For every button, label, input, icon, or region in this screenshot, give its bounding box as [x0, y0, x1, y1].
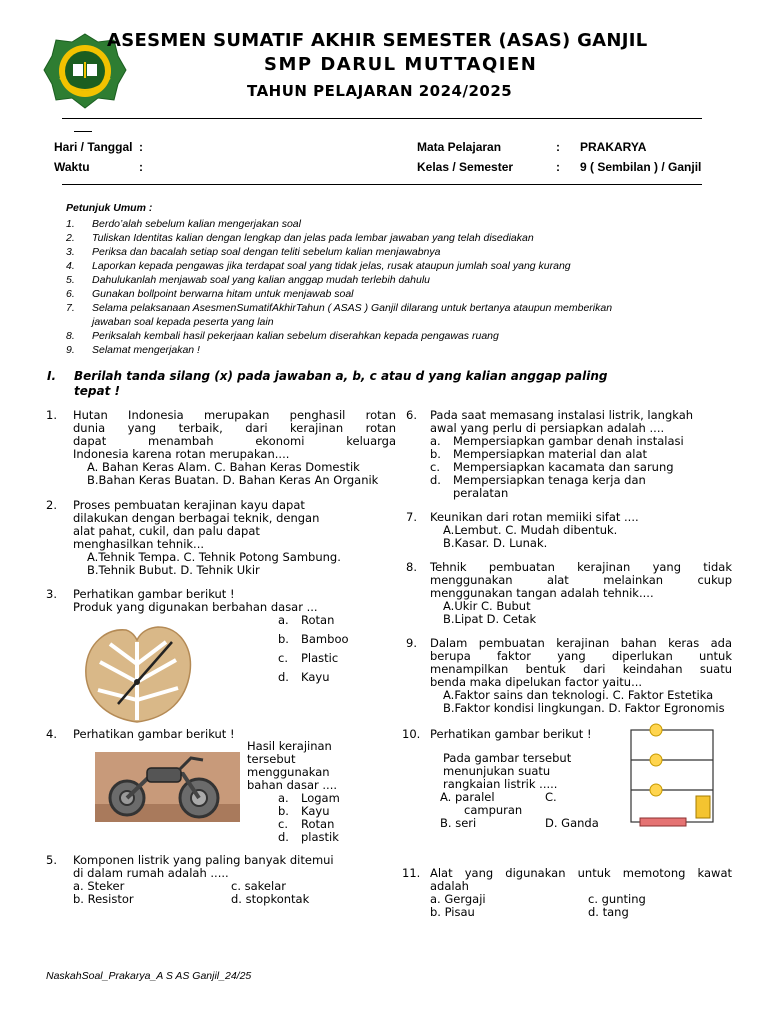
question-5	[46, 854, 398, 909]
petunjuk-num: 8.	[66, 330, 75, 342]
petunjuk-text: Selamat mengerjakan !	[92, 344, 200, 356]
question-num: 3.	[46, 587, 57, 601]
question-text: Perhatikan gambar berikut !	[430, 727, 592, 741]
question-text: Komponen listrik yang paling banyak ditemui	[73, 853, 334, 867]
school-year: TAHUN PELAJARAN 2024/2025	[247, 82, 513, 100]
petunjuk-num: 2.	[66, 232, 75, 244]
question-10	[402, 728, 624, 838]
question-text: rangkaian listrik .....	[443, 777, 558, 791]
header-title: ASESMEN SUMATIF AKHIR SEMESTER (ASAS) GANJIL	[107, 30, 648, 51]
option-key: a.	[430, 434, 441, 448]
mapel-colon: :	[556, 140, 560, 154]
petunjuk-text: Laporkan kepada pengawas jika terdapat soal yang tidak jelas, rusak ataupun jumlah soal yang kurang	[92, 260, 571, 272]
option-row[interactable]: A.Lembut. C. Mudah dibentuk.	[443, 523, 618, 537]
footer-text: NaskahSoal_Prakarya_A S AS Ganjil_24/25	[46, 970, 252, 982]
hari-colon: :	[139, 140, 143, 154]
question-num: 6.	[406, 408, 417, 422]
option-key: c.	[430, 460, 440, 474]
option-c-cont: campuran	[464, 803, 523, 817]
question-text: Proses pembuatan kerajinan kayu dapat	[73, 498, 305, 512]
petunjuk-num: 4.	[66, 260, 75, 272]
question-text: Alat yang digunakan untuk memotong kawat	[430, 866, 732, 880]
petunjuk-num: 6.	[66, 288, 75, 300]
option-row[interactable]: B.Kasar. D. Lunak.	[443, 536, 548, 550]
option-value[interactable]: Mempersiapkan gambar denah instalasi	[453, 434, 684, 448]
section-line-2: tepat !	[74, 384, 120, 398]
question-text: dunia yang terbaik, dari kerajinan rotan	[73, 421, 396, 435]
motorbike-icon	[95, 752, 240, 822]
petunjuk-num: 9.	[66, 344, 75, 356]
question-text: dapat menambah ekonomi keluarga	[73, 434, 396, 448]
option-key: b.	[278, 804, 289, 818]
question-text: Indonesia karena rotan merupakan....	[73, 447, 290, 461]
question-text: Keunikan dari rotan memiiki sifat ....	[430, 510, 639, 524]
question-text: dilakukan dengan berbagai teknik, dengan	[73, 511, 320, 525]
option-row[interactable]: B.Lipat D. Cetak	[443, 612, 537, 626]
option-d[interactable]: D. Ganda	[545, 816, 599, 830]
question-6	[406, 409, 768, 499]
petunjuk-text: Selama pelaksanaan AsesmenSumatifAkhirTahun ( ASAS ) Ganjil dilarang untuk bertanya ataupun memberikan	[92, 302, 613, 314]
option-key: d.	[278, 670, 289, 684]
petunjuk-text: Berdo’alah sebelum kalian mengerjakan soal	[92, 218, 301, 230]
question-1	[46, 409, 398, 489]
option-key: b.	[278, 632, 289, 646]
metal-motorbike-image	[95, 752, 240, 822]
petunjuk-text: Tuliskan Identitas kalian dengan lengkap dan jelas pada lembar jawaban yang telah disediakan	[92, 232, 534, 244]
option-b[interactable]: b. Pisau	[430, 905, 475, 919]
option-value[interactable]: Rotan	[301, 613, 335, 627]
option-row[interactable]: A.Tehnik Tempa. C. Tehnik Potong Sambung.	[87, 550, 341, 564]
option-row[interactable]: A.Faktor sains dan teknologi. C. Faktor Estetika	[443, 688, 714, 702]
question-num: 5.	[46, 853, 57, 867]
option-row[interactable]: B.Bahan Keras Buatan. D. Bahan Keras An Organik	[87, 473, 379, 487]
mapel-value: PRAKARYA	[580, 140, 647, 154]
question-text: adalah	[430, 879, 469, 893]
option-value-cont: peralatan	[453, 486, 509, 500]
question-num: 10.	[402, 727, 421, 741]
option-value[interactable]: Bamboo	[301, 632, 349, 646]
petunjuk-num: 1.	[66, 218, 75, 230]
waktu-colon: :	[139, 160, 143, 174]
option-value[interactable]: Logam	[301, 791, 340, 805]
question-9	[406, 637, 768, 717]
petunjuk-text: Periksalah kembali hasil pekerjaan kalian sebelum diserahkan kepada pengawas ruang	[92, 330, 499, 342]
option-key: d.	[430, 473, 441, 487]
divider-stub	[74, 131, 92, 132]
option-a[interactable]: a. Steker	[73, 879, 125, 893]
option-value[interactable]: Kayu	[301, 804, 330, 818]
option-a[interactable]: A. paralel	[440, 790, 495, 804]
option-key: b.	[430, 447, 441, 461]
question-text: Pada gambar tersebut	[443, 751, 572, 765]
question-num: 1.	[46, 408, 57, 422]
waktu-label: Waktu	[54, 160, 90, 174]
petunjuk-num: 7.	[66, 302, 75, 314]
section-line-1: Berilah tanda silang (x) pada jawaban a, b, c atau d yang kalian anggap paling	[74, 369, 608, 383]
question-num: 9.	[406, 637, 417, 650]
divider-info	[62, 184, 702, 185]
question-text: Hasil kerajinan	[247, 739, 332, 753]
question-num: 7.	[406, 510, 417, 524]
option-b[interactable]: B. seri	[440, 816, 477, 830]
option-value[interactable]: Mempersiapkan kacamata dan sarung	[453, 460, 674, 474]
option-b[interactable]: b. Resistor	[73, 892, 134, 906]
option-key: d.	[278, 830, 289, 844]
question-text: di dalam rumah adalah .....	[73, 866, 229, 880]
question-num: 8.	[406, 560, 417, 574]
option-row[interactable]: A.Ukir C. Bubut	[443, 599, 531, 613]
petunjuk-text: jawaban soal kepada peserta yang lain	[92, 316, 274, 328]
option-d[interactable]: d. tang	[588, 905, 629, 919]
option-value[interactable]: Kayu	[301, 670, 330, 684]
question-text: alat pahat, cukil, dan palu dapat	[73, 524, 260, 538]
option-key: c.	[278, 817, 288, 831]
petunjuk-num: 5.	[66, 274, 75, 286]
question-num: 4.	[46, 727, 57, 741]
option-value[interactable]: Mempersiapkan tenaga kerja dan	[453, 473, 646, 487]
question-text: menggunakan alat melainkan cukup	[430, 573, 732, 587]
option-row[interactable]: B.Tehnik Bubut. D. Tehnik Ukir	[87, 563, 260, 577]
question-11	[402, 867, 768, 922]
section-num: I.	[47, 369, 57, 383]
option-d[interactable]: d. stopkontak	[231, 892, 310, 906]
mapel-label: Mata Pelajaran	[417, 140, 502, 154]
option-key: a.	[278, 791, 289, 805]
question-text: Tehnik pembuatan kerajinan yang tidak	[430, 560, 732, 574]
question-text: Pada saat memasang instalasi listrik, langkah	[430, 408, 694, 422]
option-c[interactable]: c. gunting	[588, 892, 646, 906]
question-8	[406, 561, 768, 627]
question-text: menggunakan tangan adalah tehnik....	[430, 586, 654, 600]
question-text: bahan dasar ....	[247, 778, 338, 792]
leaf-clock-image	[80, 622, 195, 727]
option-value[interactable]: plastik	[301, 830, 339, 844]
question-text: Perhatikan gambar berikut !	[73, 727, 235, 741]
question-text: benda maka dipelukan factor yaitu...	[430, 675, 643, 689]
option-value[interactable]: Mempersiapkan material dan alat	[453, 447, 648, 461]
question-text: menggunakan	[247, 765, 330, 779]
petunjuk-num: 3.	[66, 246, 75, 258]
option-key: c.	[278, 651, 288, 665]
hari-label: Hari / Tanggal	[54, 140, 133, 154]
question-text: Hutan Indonesia merupakan penghasil rotan	[73, 408, 396, 422]
question-text: awal yang perlu di persiapkan adalah ....	[430, 421, 665, 435]
question-text: menghasilkan tehnik...	[73, 537, 205, 551]
question-text: berupa faktor yang diperlukan untuk	[430, 649, 732, 663]
petunjuk-text: Dahulukanlah menjawab soal yang kalian anggap mudah terlebih dahulu	[92, 274, 430, 286]
question-text: Dalam pembuatan kerajinan bahan keras ada	[430, 637, 732, 650]
question-text: menampilkan bentuk dari keindahan suatu	[430, 662, 732, 676]
option-value[interactable]: Rotan	[301, 817, 335, 831]
question-7	[406, 511, 768, 551]
option-key: a.	[278, 613, 289, 627]
divider-top	[62, 118, 702, 119]
option-row[interactable]: B.Faktor kondisi lingkungan. D. Faktor Egronomis	[443, 701, 725, 715]
question-text: Produk yang digunakan berbahan dasar ...	[73, 600, 318, 614]
school-name: SMP DARUL MUTTAQIEN	[264, 54, 538, 75]
question-text: menunjukan suatu	[443, 764, 551, 778]
kelas-colon: :	[556, 160, 560, 174]
petunjuk-text: Gunakan bollpoint berwarna hitam untuk menjawab soal	[92, 288, 354, 300]
leaf-clock-icon	[80, 622, 195, 727]
option-value[interactable]: Plastic	[301, 651, 339, 665]
petunjuk-text: Periksa dan bacalah setiap soal dengan teliti sebelum kalian menjawabnya	[92, 246, 441, 258]
option-c[interactable]: c. sakelar	[231, 879, 286, 893]
circuit-image	[626, 716, 718, 832]
question-text: tersebut	[247, 752, 296, 766]
option-c[interactable]: C.	[545, 790, 557, 804]
question-2	[46, 499, 398, 579]
question-text: Perhatikan gambar berikut !	[73, 587, 235, 601]
parallel-circuit-icon	[626, 716, 718, 832]
petunjuk-title: Petunjuk Umum :	[66, 202, 153, 214]
question-num: 11.	[402, 866, 421, 880]
option-row[interactable]: A. Bahan Keras Alam. C. Bahan Keras Domestik	[87, 460, 360, 474]
kelas-value: 9 ( Sembilan ) / Ganjil	[580, 160, 702, 174]
kelas-label: Kelas / Semester	[417, 160, 514, 174]
question-num: 2.	[46, 498, 57, 512]
option-a[interactable]: a. Gergaji	[430, 892, 486, 906]
